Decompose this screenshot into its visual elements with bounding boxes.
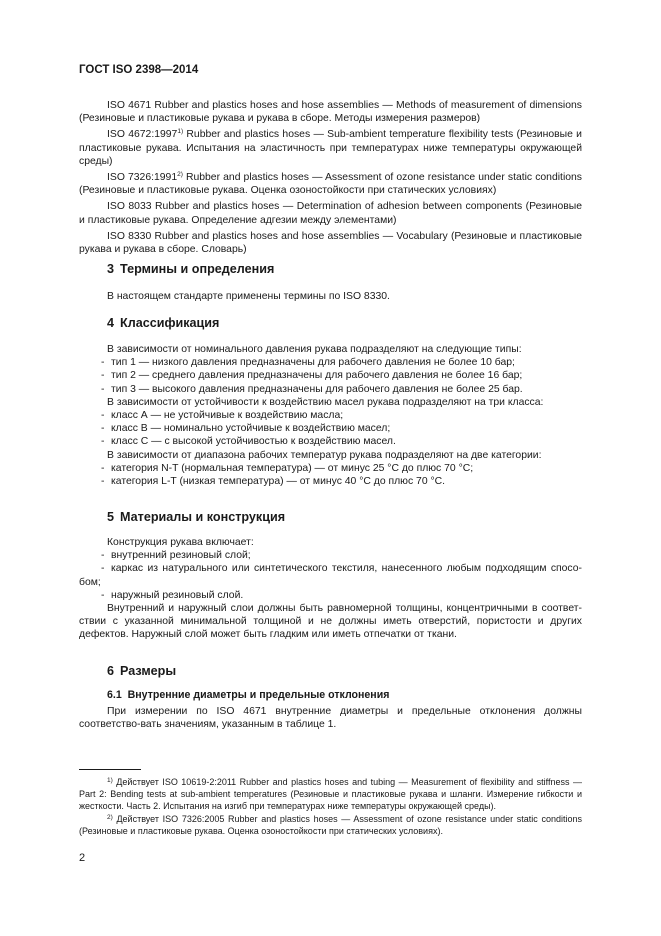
list-item: - тип 3 — высокого давления предназначены для рабочего давления не более 25 бар. <box>101 383 523 395</box>
reference-item: ISO 4671 Rubber and plastics hoses and hose assemblies — Methods of measurement of dimensions (Резиновые и пластиковые рукава и рукава в сборе. Методы измерения размеров) <box>79 100 582 125</box>
footnote-1: $^{1)}$ Действует ISO 10619-2:2011 Rubber and plastics hoses and tubing — Measurement of flexibility and stiffness — Part 2: Bending tests at sub-ambient temperatures (Резиновые и пластиковые рукава и шланги. Измерение гибкости и жесткости. Часть 2. Испытания на изгиб при температурах ниже температуры окружающей среды). <box>79 777 582 811</box>
reference-item: ISO 7326:1991$^{2)}$ Rubber and plastics hoses — Assessment of ozone resistance under static conditions (Резиновые и пластиковые рукава. Оценка озоностойкости при статических условиях) <box>79 171 582 197</box>
section-6-heading: 6 Размеры <box>107 664 177 678</box>
list-item: - класс В — номинально устойчивые к воздействию масел; <box>101 423 391 435</box>
list-item: - внутренний резиновый слой; <box>101 550 251 562</box>
section-3-body: В настоящем стандарте применены термины по ISO 8330. <box>107 291 390 302</box>
section-3-heading: 3 Термины и определения <box>107 262 275 276</box>
section-4-body: В зависимости от номинального давления рукава подразделяют на следующие типы: - тип 1 — низкого давления предназначены для рабочего давления не более 10 бар; - тип 2 — среднего давления предназначены для рабочего давления не более 16 бар; - тип 3 — высокого давления предназначены для рабочего давления не более 25 бар. В зависимости от устойчивости к воздействию масел рукава подразделяют на три класса: - класс А — не устойчивые к воздействию масла; - класс В — номинально устойчивые к воздействию масел; - класс С — с высокой устойчивостью к воздействию масел. В зависимости от диапазона рабочих температур рукава подразделяют на две категории: - категория N-T (нормальная температура) — от минус 25 °С до плюс 70 °С; - категория L-T (низкая температура) — от минус 40 °С до плюс 70 °С. <box>79 343 582 488</box>
list-item: - наружный резиновый слой. <box>101 589 244 601</box>
footnote-separator <box>79 769 141 770</box>
footnotes <box>79 775 582 837</box>
section-4-heading: 4 Классификация <box>107 316 220 330</box>
reference-item: ISO 8330 Rubber and plastics hoses and hose assemblies — Vocabulary (Резиновые и пластиковые рукава и рукава в сборе. Словарь) <box>79 230 582 256</box>
document-header: ГОСТ ISO 2398—2014 <box>79 64 199 76</box>
list-item: - класс С — с высокой устойчивостью к воздействию масел. <box>101 436 396 448</box>
page-number: 2 <box>79 852 86 864</box>
list-item: - категория N-T (нормальная температура) — от минус 25 °С до плюс 70 °С; <box>101 462 474 474</box>
list-item: - класс А — не устойчивые к воздействию масла; <box>101 410 344 422</box>
subsection-6-1-heading: 6.1 Внутренние диаметры и предельные отклонения <box>107 689 390 701</box>
list-item: - тип 2 — среднего давления предназначены для рабочего давления не более 16 бар; <box>101 370 523 382</box>
subsection-6-1-body: При измерении по ISO 4671 внутренние диаметры и предельные отклонения должны соответство-вать значениям, указанным в таблице 1. <box>79 706 582 731</box>
footnote-2: $^{2)}$ Действует ISO 7326:2005 Rubber and plastics hoses — Assessment of ozone resistance under static conditions (Резиновые и пластиковые рукава. Оценка озоностойкости при статических условиях). <box>79 814 582 836</box>
list-item: - категория L-T (низкая температура) — от минус 40 °С до плюс 70 °С. <box>101 476 446 488</box>
references-list <box>79 96 582 256</box>
section-5-body: Конструкция рукава включает: - внутренний резиновый слой; - каркас из натурального или синтетического текстиля, нанесенного любым подходящим спосо-бом; - наружный резиновый слой. Внутренний и наружный слои должны быть равномерной толщины, концентричными в соответ-ствии с указанной минимальной толщиной и не должны иметь отверстий, пористости и других дефектов. Наружный слой может быть гладким или иметь отпечатки от ткани. <box>79 537 582 641</box>
list-item: - каркас из натурального или синтетического текстиля, нанесенного любым подходящим спосо-бом; <box>79 563 582 588</box>
section-5-heading: 5 Материалы и конструкция <box>107 510 286 524</box>
list-item: - тип 1 — низкого давления предназначены для рабочего давления не более 10 бар; <box>101 357 515 369</box>
reference-item: ISO 8033 Rubber and plastics hoses — Determination of adhesion between components (Резиновые и пластиковые рукава. Определение адгезии между элементами) <box>79 201 583 226</box>
reference-item: ISO 4672:1997$^{1)}$ Rubber and plastics hoses — Sub-ambient temperature flexibility tests (Резиновые и пластиковые рукава. Испытания на эластичность при температурах ниже температуры окружающей среды) <box>79 128 582 167</box>
